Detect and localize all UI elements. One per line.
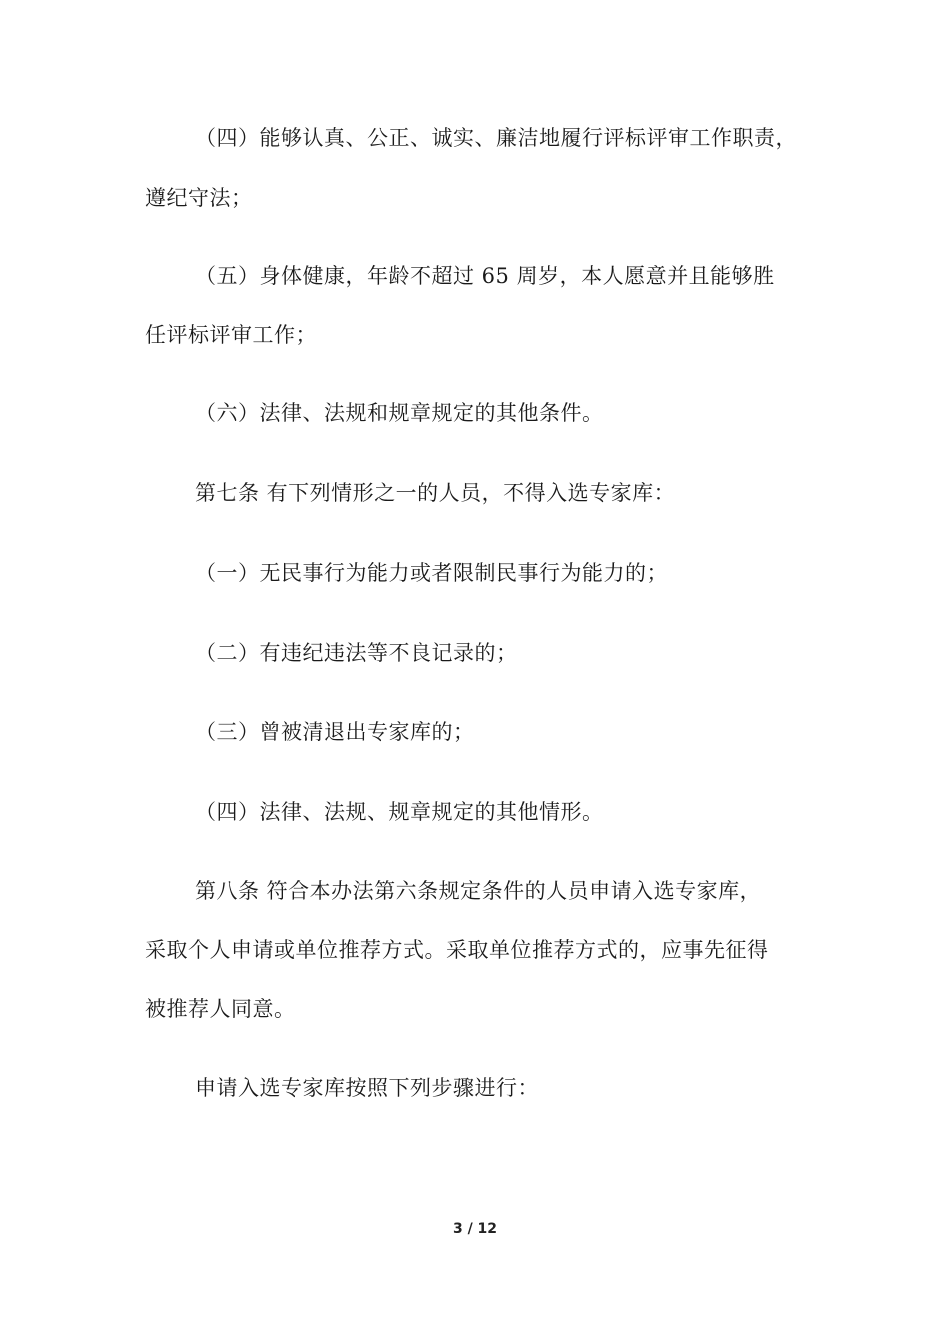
text-line: （五）身体健康，年龄不超过 65 周岁，本人愿意并且能够胜 xyxy=(195,264,775,288)
text-line: （四）法律、法规、规章规定的其他情形。 xyxy=(195,800,604,824)
text-line: 申请入选专家库按照下列步骤进行： xyxy=(195,1076,539,1100)
page-number: 3 / 12 xyxy=(452,1221,498,1237)
text-line: 任评标评审工作； xyxy=(145,323,317,347)
text-line: （二）有违纪违法等不良记录的； xyxy=(195,641,518,665)
text-line: （三）曾被清退出专家库的； xyxy=(195,720,475,744)
text-line: 遵纪守法； xyxy=(145,186,253,210)
article-heading: 第八条 符合本办法第六条规定条件的人员申请入选专家库， xyxy=(195,879,762,903)
text-line: （六）法律、法规和规章规定的其他条件。 xyxy=(195,401,604,425)
article-heading: 第七条 有下列情形之一的人员，不得入选专家库： xyxy=(195,481,676,505)
text-line: 采取个人申请或单位推荐方式。采取单位推荐方式的，应事先征得 xyxy=(145,938,769,962)
text-line: （四）能够认真、公正、诚实、廉洁地履行评标评审工作职责， xyxy=(195,126,797,150)
text-line: 被推荐人同意。 xyxy=(145,997,296,1021)
text-line: （一）无民事行为能力或者限制民事行为能力的； xyxy=(195,561,668,585)
